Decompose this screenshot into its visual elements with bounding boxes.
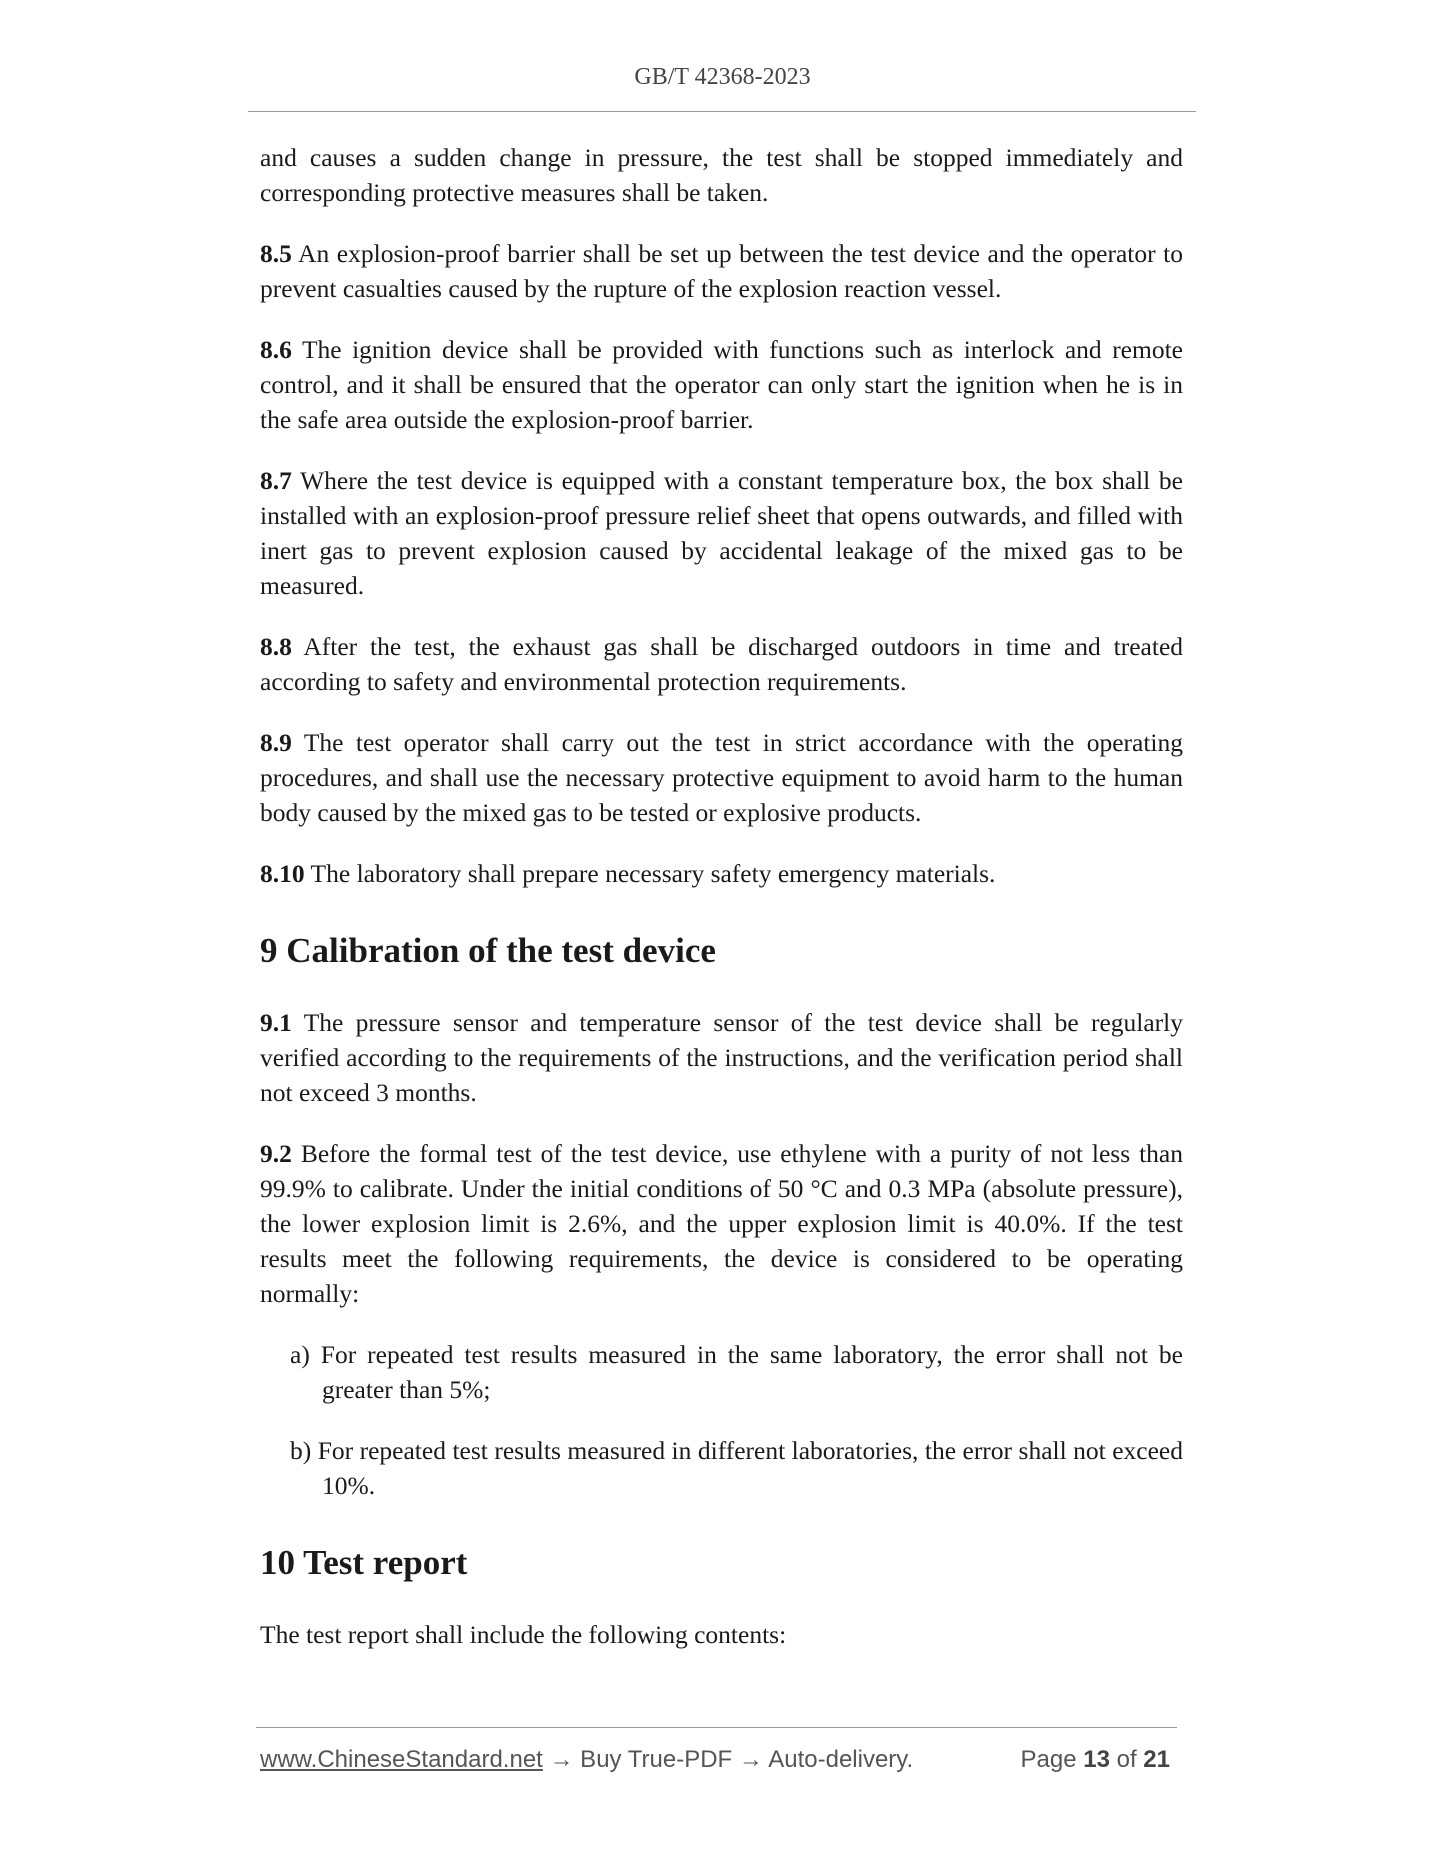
clause-number: 8.5 bbox=[260, 239, 292, 268]
header-divider bbox=[248, 111, 1196, 112]
page-current: 13 bbox=[1083, 1746, 1110, 1773]
clause-8-10 bbox=[260, 856, 1183, 891]
clause-text: Where the test device is equipped with a constant temperature box, the box shall be installed with an explosion-proof pressure relief sheet that opens outwards, and filled with inert gas to prevent explosion caused by accidental leakage of the mixed gas to be measured. bbox=[260, 466, 1183, 600]
clause-8-7 bbox=[260, 463, 1183, 603]
clause-number: 8.7 bbox=[260, 466, 292, 495]
clause-text: After the test, the exhaust gas shall be discharged outdoors in time and treated according to safety and environmental protection requirements. bbox=[260, 632, 1184, 696]
clause-text: The pressure sensor and temperature sensor of the test device shall be regularly verified according to the requirements of the instructions, and the verification period shall not exceed 3 months. bbox=[260, 1008, 1183, 1107]
clause-number: 8.8 bbox=[260, 632, 292, 661]
clause-text: Before the formal test of the test device, use ethylene with a purity of not less than 99.9% to calibrate. Under the initial conditions of 50 °C and 0.3 MPa (absolute pressure), the lower explosion limit is 2.6%, and the upper explosion limit is 40.0%. If the test results meet the following requirements, the device is considered to be operating normally: bbox=[260, 1139, 1184, 1308]
section-heading-9: 9 Calibration of the test device bbox=[260, 931, 716, 970]
clause-9-2 bbox=[260, 1136, 1183, 1311]
clause-8-9 bbox=[260, 725, 1183, 830]
section-heading-10: 10 Test report bbox=[260, 1543, 468, 1582]
footer-divider bbox=[256, 1727, 1177, 1728]
continuation-paragraph: and causes a sudden change in pressure, the test shall be stopped immediately and corresponding protective measures shall be taken. bbox=[260, 143, 1183, 207]
clause-text: The ignition device shall be provided with functions such as interlock and remote control, and it shall be ensured that the operator can only start the ignition when he is in the safe area outside the explosion-proof barrier. bbox=[260, 335, 1183, 434]
clause-text: The laboratory shall prepare necessary safety emergency materials. bbox=[310, 859, 996, 888]
clause-number: 8.10 bbox=[260, 859, 305, 888]
footer-tagline: → Buy True-PDF → Auto-delivery. bbox=[542, 1746, 914, 1773]
clause-9-1 bbox=[260, 1005, 1183, 1110]
page-of: of bbox=[1116, 1746, 1137, 1773]
list-item-b: b) For repeated test results measured in different laboratories, the error shall not exceed 10%. bbox=[290, 1436, 1183, 1500]
clause-8-8 bbox=[260, 629, 1183, 699]
page-total: 21 bbox=[1143, 1746, 1170, 1773]
report-intro-paragraph: The test report shall include the following contents: bbox=[260, 1620, 787, 1649]
clause-number: 8.9 bbox=[260, 728, 292, 757]
clause-number: 9.1 bbox=[260, 1008, 292, 1037]
page-header: GB/T 42368-2023 bbox=[634, 64, 811, 90]
page-indicator bbox=[1021, 1746, 1171, 1774]
page-label: Page bbox=[1020, 1746, 1077, 1773]
document-body bbox=[260, 140, 1183, 1678]
clause-number: 9.2 bbox=[260, 1139, 292, 1168]
clause-8-6 bbox=[260, 332, 1183, 437]
clause-8-5 bbox=[260, 236, 1183, 306]
clause-text: An explosion-proof barrier shall be set up between the test device and the operator to prevent casualties caused by the rupture of the explosion reaction vessel. bbox=[260, 239, 1183, 303]
website-link[interactable]: www.ChineseStandard.net bbox=[260, 1746, 543, 1773]
clause-number: 8.6 bbox=[260, 335, 292, 364]
list-item-a: a) For repeated test results measured in the same laboratory, the error shall not be greater than 5%; bbox=[290, 1340, 1183, 1404]
clause-text: The test operator shall carry out the test in strict accordance with the operating procedures, and shall use the necessary protective equipment to avoid harm to the human body caused by the mixed gas to be tested or explosive products. bbox=[260, 728, 1183, 827]
page-footer bbox=[260, 1746, 1178, 1774]
